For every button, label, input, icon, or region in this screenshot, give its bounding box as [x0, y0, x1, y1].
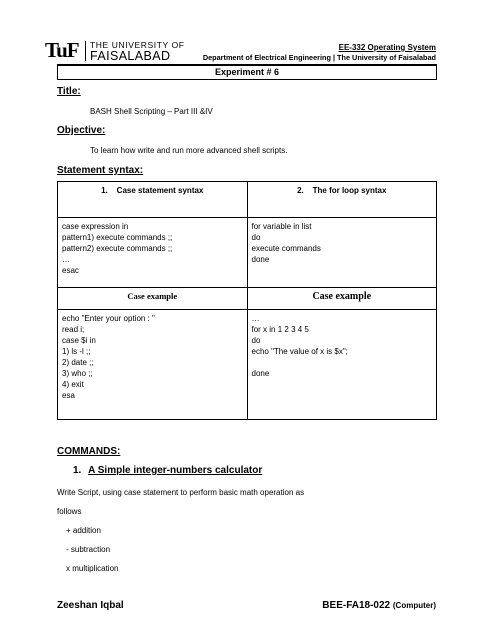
- op-item: x multiplication: [66, 564, 119, 573]
- logo-text-bottom: FAISALABAD: [90, 49, 171, 63]
- body-line: Write Script, using case statement to perform basic math operation as: [57, 488, 305, 497]
- case-syntax-cell: [58, 218, 248, 288]
- commands-heading: COMMANDS:: [57, 446, 121, 457]
- code-line: do: [251, 233, 261, 242]
- student-name: Zeeshan Iqbal: [57, 600, 124, 611]
- for-example-label: Case example: [247, 288, 437, 310]
- code-line: …: [251, 314, 260, 323]
- code-line: for variable in list: [251, 222, 312, 231]
- title-heading: Title:: [57, 86, 81, 97]
- department-line: Department of Electrical Engineering | The University of Faisalabad: [202, 53, 436, 62]
- code-line: for x in 1 2 3 4 5: [251, 325, 309, 334]
- case-example-label: Case example: [58, 288, 248, 310]
- logo-text-top: THE UNIVERSITY OF: [90, 40, 185, 50]
- code-line: do: [251, 336, 261, 345]
- code-line: pattern2) execute commands ;;: [62, 244, 173, 253]
- syntax-heading: Statement syntax:: [57, 165, 144, 176]
- header-label: Case statement syntax: [116, 186, 204, 195]
- header-label: The for loop syntax: [312, 186, 387, 195]
- item-index: 1.: [73, 465, 82, 476]
- syntax-table: [57, 181, 437, 420]
- code-line: 2) date ;;: [62, 358, 94, 367]
- for-example-cell: [247, 310, 437, 420]
- roll-number: BEE-FA18-022: [322, 600, 391, 611]
- table-header-for: [247, 182, 437, 218]
- code-line: execute commands: [251, 244, 321, 253]
- experiment-number: Experiment # 6: [57, 65, 437, 80]
- course-title: EE-332 Operating System: [338, 43, 436, 52]
- code-line: done: [251, 255, 270, 264]
- table-header-case: [58, 182, 248, 218]
- logo-divider: [85, 41, 86, 61]
- code-line: pattern1) execute commands ;;: [62, 233, 173, 242]
- case-example-cell: [58, 310, 248, 420]
- header-number: 1.: [101, 186, 108, 195]
- code-line: …: [62, 255, 70, 264]
- code-line: case expression in: [62, 222, 129, 231]
- for-syntax-cell: [247, 218, 437, 288]
- header-number: 2.: [297, 186, 304, 195]
- item-number: [73, 465, 262, 476]
- title-text: BASH Shell Scripting – Part III &IV: [90, 107, 213, 116]
- code-line: esa: [62, 391, 75, 400]
- objective-heading: Objective:: [57, 125, 106, 136]
- code-line: done: [251, 369, 270, 378]
- code-line: 3) who ;;: [62, 369, 93, 378]
- student-id: [322, 600, 436, 611]
- op-item: - subtraction: [66, 545, 111, 554]
- op-item: + addition: [66, 526, 101, 535]
- objective-text: To learn how write and run more advanced shell scripts.: [90, 146, 288, 155]
- program-name: (Computer): [392, 601, 436, 610]
- code-line: 4) exit: [62, 380, 84, 389]
- code-line: read i;: [62, 325, 85, 334]
- body-line: follows: [57, 507, 82, 516]
- university-logo-mark: TuF: [45, 38, 79, 62]
- code-line: 1) ls -l ;;: [62, 347, 91, 356]
- code-line: esac: [62, 266, 79, 275]
- code-line: [252, 357, 433, 368]
- item-title: A Simple integer-numbers calculator: [88, 465, 263, 476]
- code-line: case $i in: [62, 336, 96, 345]
- code-line: echo "The value of x is $x";: [251, 347, 348, 356]
- code-line: echo "Enter your option : ": [62, 314, 155, 323]
